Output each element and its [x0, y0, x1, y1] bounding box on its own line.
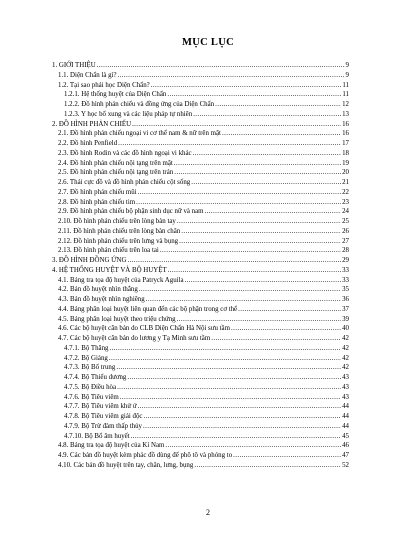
toc-dot-leader	[165, 441, 341, 451]
toc-entry-label: 4.7.3. Bộ Bổ trung	[64, 364, 116, 372]
toc-entry	[52, 207, 349, 217]
toc-entry-page: 52	[342, 461, 349, 469]
toc-dot-leader	[138, 188, 341, 198]
toc-entry-label: 4.1. Bảng tra tọa độ huyệt của Patryck Aguila	[58, 276, 184, 284]
toc-dot-leader	[215, 100, 341, 110]
toc-entry-label: 4.7.7. Bộ Tiêu viêm khử ứ	[64, 403, 137, 411]
toc-entry-label: 1.2.3. Y học bổ xung và các liệu pháp tự nhiên	[64, 110, 193, 118]
toc-entry-page: 26	[342, 227, 349, 235]
toc-entry-label: 2.9. Đồ hình phản chiếu bộ phận sinh dục nữ và nam	[58, 208, 204, 216]
toc-entry-page: 42	[342, 364, 349, 372]
toc-entry-page: 35	[342, 286, 349, 294]
page-number: 2	[206, 508, 210, 517]
toc-entry-label: 4.3. Bản đồ huyệt nhìn nghiêng	[58, 296, 145, 303]
toc-entry-page: 16	[342, 130, 349, 138]
toc-entry-label: 2.5. Đồ hình phản chiếu nội tạng trên trán	[58, 169, 174, 177]
toc-dot-leader	[143, 422, 341, 432]
toc-entry	[52, 276, 349, 286]
toc-dot-leader	[238, 305, 341, 315]
toc-entry-label: 4.4. Bảng phân loại huyệt liên quan đến các bộ phận trong cơ thể	[58, 305, 238, 313]
toc-entry	[52, 110, 349, 120]
toc-dot-leader	[160, 246, 341, 256]
toc-entry-label: 2.6. Thái cực đồ và đồ hình phản chiếu cột sống	[58, 179, 191, 186]
toc-entry	[52, 324, 349, 334]
toc-entry-label: 2.13. Đồ hình phản chiếu trên loa tai	[58, 247, 159, 255]
toc-entry-page: 23	[342, 198, 349, 206]
toc-entry	[52, 90, 349, 100]
toc-entry	[52, 256, 349, 266]
toc-entry-label: 2.7. Đồ hình phản chiếu mũi	[58, 188, 137, 196]
toc-dot-leader	[151, 81, 342, 91]
toc-entry	[52, 412, 349, 422]
toc-entry-label: 4. HỆ THỐNG HUYỆT VÀ BỘ HUYỆT	[52, 266, 167, 274]
toc-dot-leader	[118, 71, 345, 81]
toc-entry-page: 19	[342, 159, 349, 167]
toc-dot-leader	[179, 237, 341, 247]
toc-dot-leader	[109, 354, 341, 364]
toc-entry	[52, 432, 349, 442]
toc-entry	[52, 100, 349, 110]
toc-entry-page: 28	[342, 247, 349, 255]
toc-entry-page: 33	[342, 266, 349, 274]
toc-entry-page: 17	[342, 140, 349, 147]
toc-dot-leader	[205, 207, 342, 217]
toc-dot-leader	[181, 227, 341, 237]
toc-entry	[52, 305, 349, 315]
toc-dot-leader	[116, 363, 341, 373]
toc-entry-label: 2.1. Đồ hình phản chiếu ngoại vi cơ thể nam & nữ trên mặt	[58, 130, 221, 138]
toc-entry-page: 11	[342, 81, 349, 89]
toc-entry-label: 2.4. Đồ hình phản chiếu nội tạng trên mặt	[58, 159, 173, 167]
toc-dot-leader	[143, 412, 341, 422]
toc-entry-page: 43	[342, 374, 349, 381]
toc-dot-leader	[120, 393, 341, 403]
toc-dot-leader	[211, 334, 341, 344]
toc-entry-label: 2.8. Đồ hình phản chiếu tim	[58, 198, 136, 206]
toc-dot-leader	[146, 295, 341, 305]
toc-entry-page: 45	[342, 432, 349, 440]
toc-entry	[52, 285, 349, 295]
toc-entry-page: 43	[342, 393, 349, 401]
toc-entry-page: 47	[342, 452, 349, 459]
toc-entry-page: 25	[342, 218, 349, 225]
toc-entry	[52, 188, 349, 198]
toc-entry-label: 4.7.9. Bộ Trừ đàm thấp thủy	[64, 422, 143, 430]
toc-entry	[52, 315, 349, 325]
toc-dot-leader	[231, 324, 341, 334]
toc-entry-label: 1.2.1. Hệ thống huyệt của Diện Chẩn	[64, 91, 167, 99]
toc-entry-label: 4.6. Các bộ huyệt căn bản do CLB Diện Chẩn Hà Nội sưu tầm	[58, 325, 230, 333]
toc-dot-leader	[127, 373, 341, 383]
toc-entry-page: 24	[342, 208, 349, 216]
toc-entry-page: 11	[342, 91, 349, 99]
toc-entry	[52, 402, 349, 412]
toc-dot-leader	[109, 344, 341, 354]
toc-entry-page: 44	[342, 403, 349, 411]
toc-entry-label: 4.7.1. Bộ Thăng	[64, 344, 109, 352]
toc-entry	[52, 373, 349, 383]
toc-entry	[52, 344, 349, 354]
toc-dot-leader	[174, 159, 341, 169]
toc-entry	[52, 295, 349, 305]
toc-dot-leader	[167, 90, 341, 100]
toc-entry-page: 20	[342, 169, 349, 177]
toc-entry-label: 3. ĐỒ HÌNH ĐỒNG ỨNG	[52, 257, 127, 264]
toc-entry-page: 9	[345, 71, 349, 79]
toc-entry-page: 43	[342, 383, 349, 391]
toc-entry	[52, 354, 349, 364]
toc-entry	[52, 81, 349, 91]
toc-entry-label: 2.3. Đồ hình Rodin và các đồ hình ngoại vi khác	[58, 149, 192, 157]
toc-dot-leader	[233, 451, 341, 461]
toc-dot-leader	[97, 61, 345, 71]
toc-entry-label: 4.7.2. Bộ Giáng	[64, 354, 108, 362]
toc-dot-leader	[193, 110, 341, 120]
toc-entry-page: 44	[342, 422, 349, 430]
toc-entry-label: 4.7.4. Bộ Thiểu dương	[64, 374, 127, 381]
toc-entry-page: 12	[342, 101, 349, 108]
toc-entry	[52, 246, 349, 256]
toc-dot-leader	[168, 266, 341, 276]
toc-entry-page: 40	[342, 325, 349, 333]
toc-entry-page: 46	[342, 442, 349, 450]
toc-entry	[52, 237, 349, 247]
toc-entry-label: 1.2.2. Đồ hình phản chiếu và đồng ứng của Diện Chẩn	[64, 101, 215, 108]
toc-entry-label: 4.8. Bảng tra tọa độ huyệt của Kỉ Nam	[58, 442, 165, 450]
toc-entry-page: 9	[345, 62, 349, 69]
toc-entry	[52, 149, 349, 159]
toc-entry	[52, 383, 349, 393]
toc-entry-page: 21	[342, 179, 349, 186]
toc-entry	[52, 227, 349, 237]
toc-entry-page: 37	[342, 305, 349, 313]
toc-entry-label: 4.2. Bản đồ huyệt nhìn thẳng	[58, 286, 138, 294]
toc-entry-page: 29	[342, 257, 349, 264]
toc-entry	[52, 159, 349, 169]
toc-entry-page: 39	[342, 315, 349, 323]
toc-entry-page: 42	[342, 335, 349, 342]
toc-entry	[52, 71, 349, 81]
toc-entry	[52, 129, 349, 139]
toc-entry	[52, 334, 349, 344]
toc-entry-label: 2.12. Đồ hình phản chiếu trên lưng và bụng	[58, 237, 179, 245]
toc-entry-page: 44	[342, 413, 349, 420]
toc-entry	[52, 461, 349, 471]
toc-entry	[52, 422, 349, 432]
toc-dot-leader	[177, 315, 342, 325]
toc-entry-label: 2.11. Đồ hình phản chiếu trên lòng bàn chân	[58, 227, 181, 235]
toc-dot-leader	[118, 139, 341, 149]
toc-entry-page: 16	[342, 120, 349, 128]
toc-dot-leader	[177, 217, 341, 227]
toc-entry-label: 2.10. Đồ hình phản chiếu trên lòng bàn tay	[58, 218, 176, 225]
toc-entry-label: 4.10. Các bản đồ huyệt trên tay, chân, lưng, bụng	[58, 461, 194, 469]
toc-entry-page: 18	[342, 149, 349, 157]
toc-dot-leader	[194, 461, 341, 471]
toc-entry	[52, 120, 349, 130]
toc-entry-label: 4.9. Các bản đồ huyệt kèm phác đồ dùng để phô tô và phóng to	[58, 452, 233, 459]
toc-dot-leader	[222, 129, 341, 139]
toc-entry	[52, 266, 349, 276]
toc-dot-leader	[185, 276, 342, 286]
toc-dot-leader	[131, 432, 341, 442]
toc-entry	[52, 168, 349, 178]
toc-entry	[52, 139, 349, 149]
toc-entry	[52, 393, 349, 403]
toc-entry-label: 1.1. Diện Chẩn là gì?	[58, 71, 117, 79]
toc-entry-page: 27	[342, 237, 349, 245]
toc-dot-leader	[139, 285, 341, 295]
toc-dot-leader	[117, 383, 341, 393]
toc-entry	[52, 198, 349, 208]
toc-dot-leader	[174, 168, 341, 178]
toc-entry	[52, 61, 349, 71]
toc-entry-label: 1.2. Tại sao phải học Diện Chẩn?	[58, 81, 150, 89]
toc-entry-label: 4.7.10. Bộ Bổ âm huyết	[64, 432, 130, 440]
toc-entry-label: 4.5. Bảng phân loại huyệt theo triệu chứng	[58, 315, 176, 323]
toc-dot-leader	[127, 256, 341, 266]
toc-entry	[52, 178, 349, 188]
toc-entry-page: 36	[342, 296, 349, 303]
toc-entry-label: 4.7.6. Bộ Tiêu viêm	[64, 393, 119, 401]
toc-dot-leader	[193, 149, 342, 159]
toc-entry-page: 13	[342, 110, 349, 118]
table-of-contents	[52, 61, 349, 471]
toc-entry-label: 4.7.5. Bộ Điều hòa	[64, 383, 117, 391]
toc-entry-page: 33	[342, 276, 349, 284]
toc-entry-page: 42	[342, 344, 349, 352]
toc-dot-leader	[191, 178, 341, 188]
toc-entry-label: 4.7.8. Bộ Tiêu viêm giải độc	[64, 413, 143, 420]
toc-entry	[52, 217, 349, 227]
toc-entry	[52, 441, 349, 451]
toc-entry-label: 1. GIỚI THIỆU	[52, 62, 96, 69]
toc-entry	[52, 451, 349, 461]
toc-entry-page: 42	[342, 354, 349, 362]
toc-dot-leader	[132, 120, 341, 130]
toc-dot-leader	[138, 402, 342, 412]
toc-entry-label: 4.7. Các bộ huyệt căn bản do lương y Tạ Minh sưu tầm	[58, 335, 211, 342]
toc-entry	[52, 363, 349, 373]
toc-entry-page: 22	[342, 188, 349, 196]
toc-entry-label: 2. ĐỒ HÌNH PHẢN CHIẾU	[52, 120, 132, 128]
toc-dot-leader	[136, 198, 341, 208]
toc-entry-label: 2.2. Đồ hình Penfield	[58, 140, 118, 147]
page-title: MỤC LỤC	[182, 37, 234, 48]
